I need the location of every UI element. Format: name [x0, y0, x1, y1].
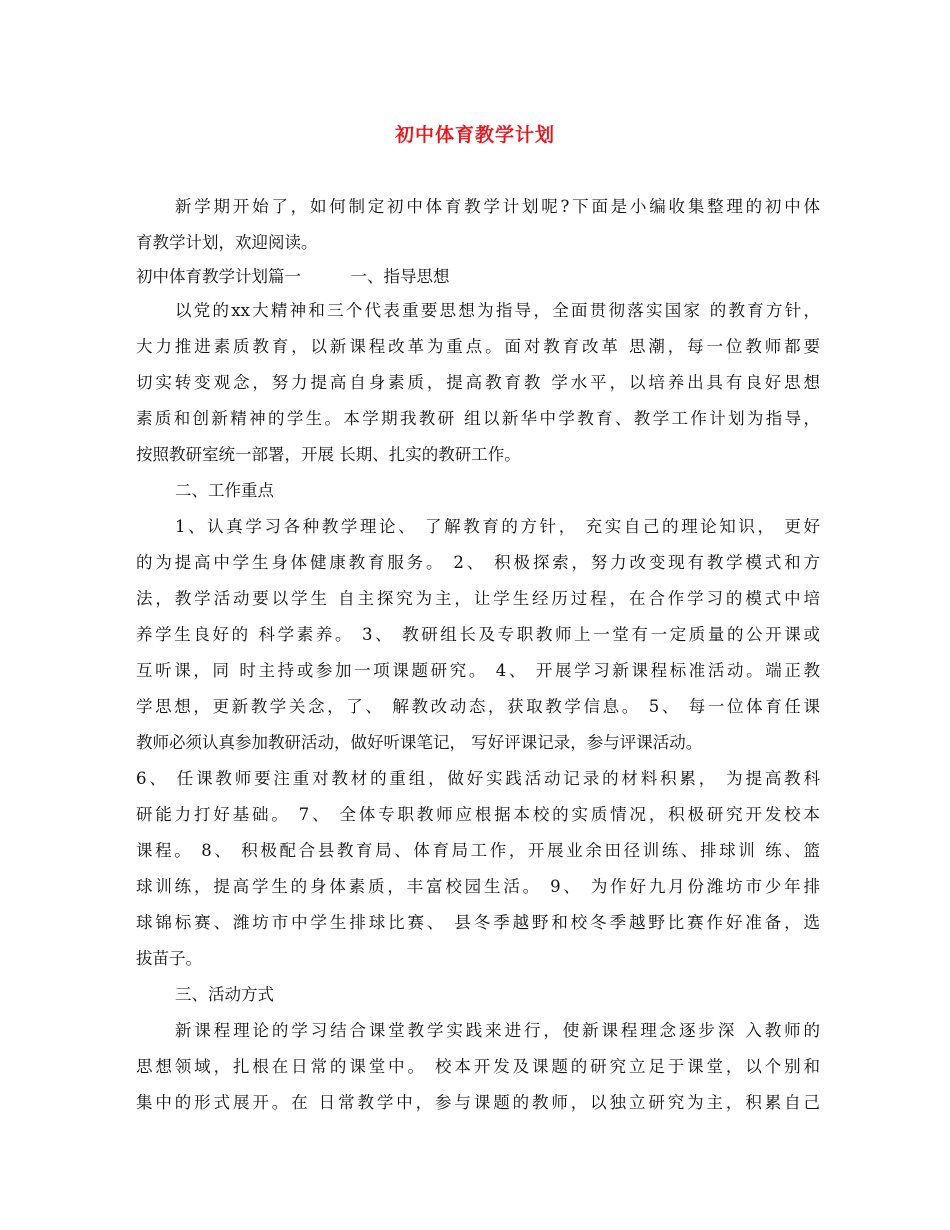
text-line: 集中的形式展开。在 日常教学中，参与课题的教师，以独立研究为主，积累自己	[136, 1093, 820, 1112]
text-line: 按照教研室统一部署，开展 长期、扎实的教研工作。	[136, 445, 521, 464]
text-line: 的为提高中学生身体健康教育服务。 2、 积极探索，努力改变现有教学模式和方	[136, 553, 820, 572]
text-line: 学思想，更新教学关念，了、 解教改动态，获取教学信息。 5、 每一位体育任课	[136, 697, 820, 716]
text-line: 新课程理论的学习结合课堂教学实践来进行，使新课程理念逐步深 入教师的	[175, 1021, 820, 1040]
document-title: 初中体育教学计划	[394, 124, 555, 146]
text-line: 育教学计划，欢迎阅读。	[136, 233, 318, 252]
section-heading: 三、活动方式	[175, 985, 274, 1004]
text-line: 研能力打好基础。 7、 全体专职教师应根据本校的实质情况，积极研究开发校本	[136, 805, 820, 824]
text-line: 互听课，同 时主持或参加一项课题研究。 4、 开展学习新课程标准活动。端正教	[136, 661, 820, 680]
text-line: 法，教学活动要以学生 自主探究为主，让学生经历过程，在合作学习的模式中培	[136, 589, 820, 608]
text-line: 大力推进素质教育，以新课程改革为重点。面对教育改革 思潮，每一位教师都要	[136, 337, 820, 356]
text-line: 养学生良好的 科学素养。 3、 教研组长及专职教师上一堂有一定质量的公开课或	[136, 625, 820, 644]
text-line: 1、认真学习各种教学理论、 了解教育的方针， 充实自己的理论知识， 更好	[175, 517, 820, 536]
text-line: 素质和创新精神的学生。本学期我教研 组以新华中学教育、教学工作计划为指导，	[136, 409, 820, 428]
text-line: 6、 任课教师要注重对教材的重组，做好实践活动记录的材料积累， 为提高教科	[136, 769, 820, 788]
text-line: 拔苗子。	[136, 949, 202, 968]
text-line: 教师必须认真参加教研活动，做好听课笔记， 写好评课记录，参与评课活动。	[136, 733, 703, 752]
section-heading: 二、工作重点	[175, 481, 274, 500]
text-line: 球锦标赛、潍坊市中学生排球比赛、 县冬季越野和校冬季越野比赛作好准备，选	[136, 913, 820, 932]
text-line: 切实转变观念，努力提高自身素质，提高教育教 学水平，以培养出具有良好思想	[136, 373, 820, 392]
text-line: 课程。 8、 积极配合县教育局、体育局工作，开展业余田径训练、排球训 练、篮	[136, 841, 820, 860]
text-line: 球训练，提高学生的身体素质，丰富校园生活。 9、 为作好九月份潍坊市少年排	[136, 877, 820, 896]
text-line: 新学期开始了，如何制定初中体育教学计划呢?下面是小编收集整理的初中体	[175, 197, 820, 216]
section-heading: 初中体育教学计划篇一 一、指导思想	[136, 267, 450, 286]
text-line: 思想领域，扎根在日常的课堂中。 校本开发及课题的研究立足于课堂，以个别和	[136, 1057, 820, 1076]
text-line: 以党的xx大精神和三个代表重要思想为指导，全面贯彻落实国家 的教育方针，	[175, 301, 820, 320]
